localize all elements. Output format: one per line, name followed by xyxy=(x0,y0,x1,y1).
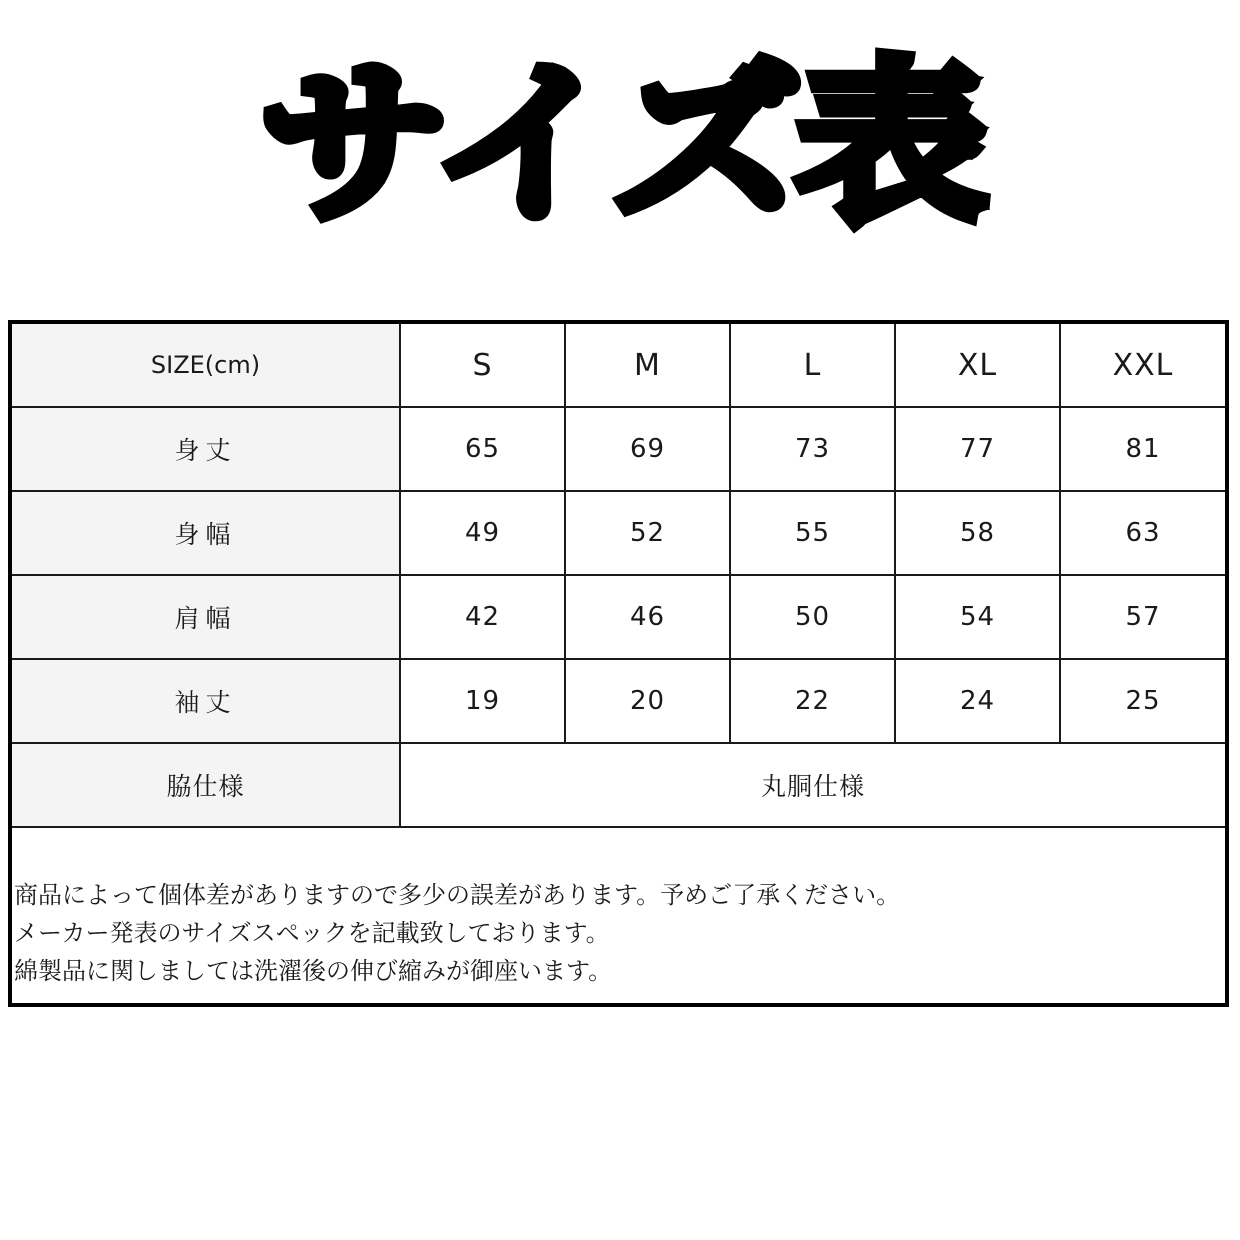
table-cell: 20 xyxy=(565,659,730,743)
table-cell: 77 xyxy=(895,407,1060,491)
table-cell: 24 xyxy=(895,659,1060,743)
table-row xyxy=(12,407,1225,491)
size-table xyxy=(12,324,1225,828)
row-label-sleeve-length: 袖丈 xyxy=(12,659,400,743)
table-cell: 58 xyxy=(895,491,1060,575)
table-cell: 81 xyxy=(1060,407,1225,491)
side-spec-value: 丸胴仕様 xyxy=(400,743,1225,827)
table-cell: 69 xyxy=(565,407,730,491)
table-cell: 65 xyxy=(400,407,565,491)
table-cell: 55 xyxy=(730,491,895,575)
table-cell: 50 xyxy=(730,575,895,659)
table-row xyxy=(12,491,1225,575)
size-chart xyxy=(8,320,1229,1007)
note-line: 商品によって個体差がありますので多少の誤差があります。予めご了承ください。 xyxy=(14,881,901,909)
note-line: 綿製品に関しましては洗濯後の伸び縮みが御座います。 xyxy=(14,957,613,985)
row-label-body-width: 身幅 xyxy=(12,491,400,575)
table-cell: 57 xyxy=(1060,575,1225,659)
table-row xyxy=(12,659,1225,743)
table-cell: 22 xyxy=(730,659,895,743)
table-cell: 42 xyxy=(400,575,565,659)
size-xl-header: XL xyxy=(895,324,1060,407)
row-label-shoulder-width: 肩幅 xyxy=(12,575,400,659)
table-row xyxy=(12,575,1225,659)
table-cell: 54 xyxy=(895,575,1060,659)
row-label-body-length: 身丈 xyxy=(12,407,400,491)
size-m-header: M xyxy=(565,324,730,407)
table-cell: 73 xyxy=(730,407,895,491)
size-header-label: SIZE(cm) xyxy=(12,324,400,407)
table-row-side-spec xyxy=(12,743,1225,827)
table-cell: 63 xyxy=(1060,491,1225,575)
note-line: メーカー発表のサイズスペックを記載致しております。 xyxy=(14,919,610,947)
table-cell: 49 xyxy=(400,491,565,575)
table-cell: 46 xyxy=(565,575,730,659)
page-title: サイズ表 xyxy=(259,42,981,247)
table-cell: 25 xyxy=(1060,659,1225,743)
row-label-side-spec: 脇仕様 xyxy=(12,743,400,827)
size-l-header: L xyxy=(730,324,895,407)
table-cell: 52 xyxy=(565,491,730,575)
size-s-header: S xyxy=(400,324,565,407)
notes xyxy=(14,876,1214,990)
table-cell: 19 xyxy=(400,659,565,743)
size-xxl-header: XXL xyxy=(1060,324,1225,407)
table-header-row xyxy=(12,324,1225,407)
